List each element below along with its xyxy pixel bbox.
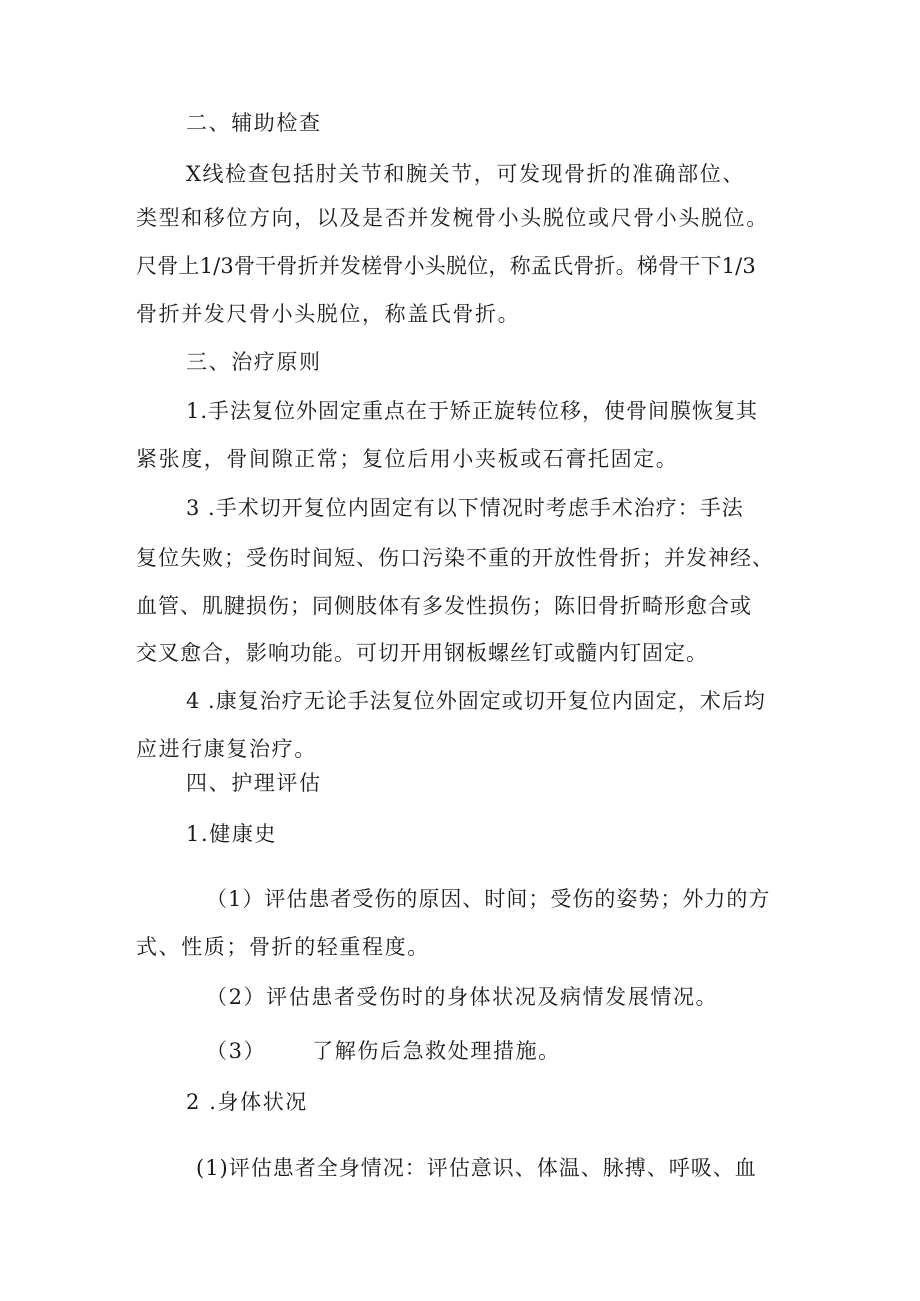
- paragraph-line: 骨折并发尺骨小头脱位，称盖氏骨折。: [136, 302, 521, 326]
- paragraph-line: 尺骨上1/3骨干骨折并发槎骨小头脱位，称孟氏骨折。梯骨干下1/3: [136, 254, 756, 278]
- paragraph-line: 血管、肌腱损伤；同侧肢体有多发性损伤；陈旧骨折畸形愈合或: [136, 594, 752, 618]
- subsection-heading: 2 .身体状况: [186, 1090, 308, 1114]
- paragraph-line: 交叉愈合，影响功能。可切开用钢板螺丝钉或髓内钉固定。: [136, 641, 708, 665]
- list-item-line: [206, 1036, 561, 1066]
- list-item-line: (1)评估患者全身情况：评估意识、体温、脉搏、呼吸、血: [196, 1156, 757, 1180]
- paragraph-line: 4 .康复治疗无论手法复位外固定或切开复位内固定，术后均: [186, 689, 766, 713]
- list-item-line: 式、性质；骨折的轻重程度。: [136, 935, 430, 959]
- list-item-line: （1）评估患者受伤的原因、时间；受伤的姿势；外力的方: [206, 887, 771, 911]
- section-heading: 二、辅助检查: [186, 111, 322, 135]
- section-heading: 四、护理评估: [186, 771, 322, 795]
- list-item-line: （2）评估患者受伤时的身体状况及病情发展情况。: [206, 985, 719, 1009]
- paragraph-line: 紧张度，骨间隙正常；复位后用小夹板或石膏托固定。: [136, 447, 679, 471]
- paragraph-line: 3 .手术切开复位内固定有以下情况时考虑手术治疗：手法: [186, 496, 744, 520]
- list-item-text: 了解伤后急救处理措施。: [312, 1039, 561, 1063]
- paragraph-line: 类型和移位方向，以及是否并发椀骨小头脱位或尺骨小头脱位。: [136, 206, 769, 230]
- paragraph-line: X线检查包括肘关节和腕关节，可发现骨折的准确部位、: [186, 162, 745, 186]
- paragraph-line: 复位失败；受伤时间短、伤口污染不重的开放性骨折；并发神经、: [136, 546, 774, 570]
- paragraph-line: 应进行康复治疗。: [136, 737, 317, 761]
- paragraph-line: 1.手法复位外固定重点在于矫正旋转位移，使骨间膜恢复其: [186, 399, 759, 423]
- subsection-heading: 1.健康史: [186, 822, 278, 846]
- section-heading: 三、治疗原则: [186, 350, 322, 374]
- list-marker: （3）: [206, 1039, 267, 1063]
